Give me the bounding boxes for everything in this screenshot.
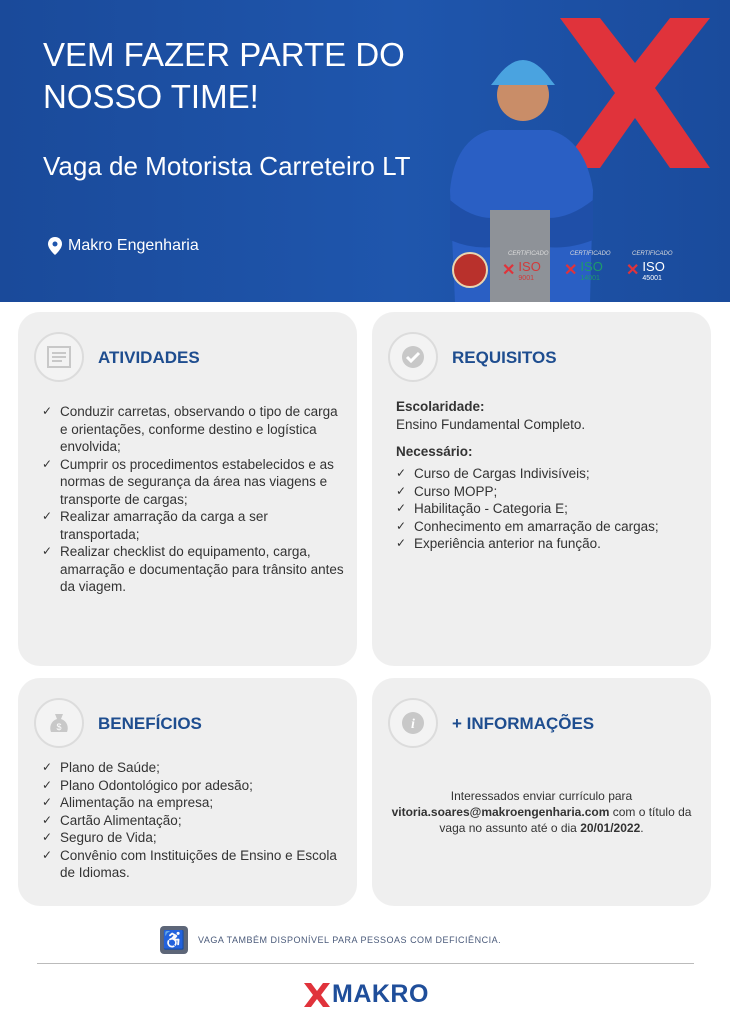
contact-email[interactable]: vitoria.soares@makroengenharia.com — [391, 805, 610, 819]
cert-iso-45001: CERTIFICADO ✕ ISO 45001 — [626, 251, 673, 282]
certifications — [452, 252, 674, 288]
list-item: ✓ Experiência anterior na função. — [394, 535, 704, 553]
card-requisitos — [372, 312, 711, 666]
list-item: ✓ Cumprir os procedimentos estabelecidos e as normas de segurança da área nas viagens e transporte de cargas; — [40, 456, 345, 509]
info-icon — [388, 698, 438, 748]
atividades-list — [40, 403, 345, 596]
makro-logo: MAKRO — [304, 980, 429, 1009]
list-item: ✓ Seguro de Vida; — [40, 829, 345, 847]
list-item: ✓ Realizar amarração da carga a ser transportada; — [40, 508, 345, 543]
svg-text:$: $ — [56, 722, 62, 732]
requisitos-list — [394, 465, 704, 553]
list-item: ✓ Cartão Alimentação; — [40, 812, 345, 830]
card-title: + INFORMAÇÕES — [452, 714, 595, 733]
list-item: ✓ Habilitação - Categoria E; — [394, 500, 704, 518]
escolaridade-value: Ensino Fundamental Completo. — [396, 416, 586, 432]
cert-iso-14001: CERTIFICADO ✕ ISO 14001 — [564, 251, 611, 282]
beneficios-list — [40, 759, 345, 882]
document-icon — [34, 332, 84, 382]
list-item: ✓ Alimentação na empresa; — [40, 794, 345, 812]
card-title: REQUISITOS — [452, 348, 557, 367]
list-item: ✓ Conhecimento em amarração de cargas; — [394, 518, 704, 536]
makro-x-icon — [304, 983, 330, 1007]
cert-iso-9001: CERTIFICADO ✕ ISO 9001 — [502, 251, 549, 282]
card-atividades — [18, 312, 357, 666]
necessario-label: Necessário: — [396, 444, 473, 459]
check-circle-icon — [388, 332, 438, 382]
card-title: ATIVIDADES — [98, 348, 200, 367]
svg-text:i: i — [411, 717, 415, 732]
seal-icon — [452, 252, 488, 288]
headline: VEM FAZER PARTE DO NOSSO TIME! — [43, 36, 405, 115]
deadline-date: 20/01/2022 — [580, 821, 641, 835]
list-item: ✓ Plano Odontológico por adesão; — [40, 777, 345, 795]
list-item: ✓ Curso MOPP; — [394, 483, 704, 501]
list-item: ✓ Conduzir carretas, observando o tipo de carga e orientações, conforme destino e logística envolvida; — [40, 403, 345, 456]
list-item: ✓ Convênio com Instituições de Ensino e Escola de Idiomas. — [40, 847, 345, 882]
list-item: ✓ Realizar checklist do equipamento, carga, amarração e documentação para trânsito antes da viagem. — [40, 543, 345, 596]
divider — [37, 963, 694, 964]
hero-banner — [0, 0, 730, 302]
card-informacoes — [372, 678, 711, 906]
location: Makro Engenharia — [48, 237, 199, 255]
pcd-notice: ♿ VAGA TAMBÉM DISPONÍVEL PARA PESSOAS COM DEFICIÊNCIA. — [160, 926, 501, 954]
list-item: ✓ Curso de Cargas Indivisíveis; — [394, 465, 704, 483]
card-beneficios — [18, 678, 357, 906]
card-title: BENEFÍCIOS — [98, 714, 202, 733]
wheelchair-icon: ♿ — [160, 926, 188, 954]
job-title: Vaga de Motorista Carreteiro LT — [43, 151, 411, 181]
money-bag-icon — [34, 698, 84, 748]
escolaridade-label: Escolaridade: — [396, 399, 485, 414]
map-pin-icon — [48, 237, 62, 255]
list-item: ✓ Plano de Saúde; — [40, 759, 345, 777]
info-text: Interessados enviar currículo para vitoria.soares@makroengenharia.com com o título da vaga no assunto até o dia 20/01/2022. — [391, 789, 692, 835]
